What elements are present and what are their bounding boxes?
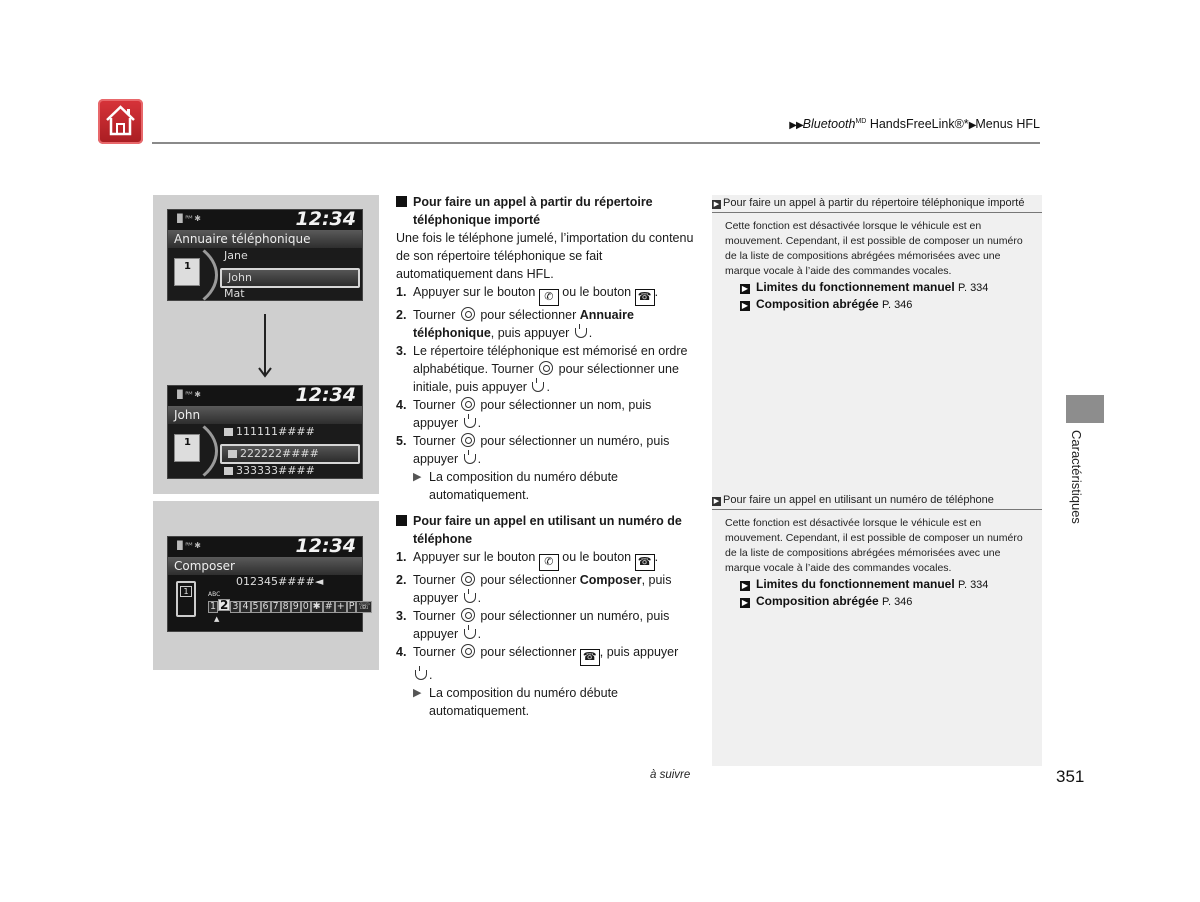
step: 3. Le répertoire téléphonique est mémorisé en ordre alphabétique. Tourner pour sélectionner une initiale, puis appuyer .	[396, 344, 688, 394]
screen-contact	[167, 385, 363, 479]
key: #	[324, 601, 333, 612]
step: 2. Tourner pour sélectionner Annuaire téléphonique, puis appuyer .	[396, 308, 634, 340]
interface-dial-icon	[461, 608, 475, 622]
step: 4. Tourner pour sélectionner ☎ , puis appuyer .	[396, 645, 679, 682]
note: ▶ La composition du numéro débute automatiquement.	[413, 686, 619, 718]
step: 1. Appuyer sur le bouton ✆ ou le bouton ☎ .	[396, 283, 696, 306]
cross-reference-link[interactable]: ▶ Limites du fonctionnement manuel P. 334	[741, 280, 989, 294]
signal-icon: ▐▌ᴿᴹ ✱	[174, 541, 201, 550]
menu-arc	[108, 236, 218, 314]
press-dial-icon	[464, 593, 476, 603]
cross-reference-link[interactable]: ▶ Limites du fonctionnement manuel P. 334	[741, 577, 989, 591]
main-text	[396, 193, 696, 720]
link-arrow-icon: ▶	[741, 301, 749, 310]
dial-number: 012345####◄	[236, 575, 324, 588]
dial-keys	[208, 599, 372, 613]
step: 1. Appuyer sur le bouton ✆ ou le bouton ☎ .	[396, 548, 696, 571]
pickup-button-icon: ☎	[635, 554, 655, 571]
key: 1	[210, 601, 217, 612]
press-dial-icon	[532, 382, 544, 392]
key: 6	[262, 601, 269, 612]
screen-phonebook	[167, 209, 363, 301]
intro-paragraph: Une fois le téléphone jumelé, l’importation du contenu de son répertoire téléphonique se fait automatiquement dans HFL.	[396, 231, 694, 281]
list-item: 333333####	[224, 464, 315, 477]
menu-arc	[108, 412, 218, 490]
press-dial-icon	[415, 670, 427, 680]
key: 3	[232, 601, 239, 612]
work-phone-icon	[224, 467, 233, 475]
phonebook-icon: 1	[174, 434, 200, 462]
home-icon	[104, 104, 137, 138]
link-arrow-icon: ▶	[741, 284, 749, 293]
note-arrow-icon: ▶	[413, 471, 422, 483]
header-rule	[152, 142, 1040, 144]
note: ▶ La composition du numéro débute automatiquement.	[413, 470, 619, 502]
pickup-button-icon: ☎	[580, 649, 600, 666]
breadcrumb	[789, 117, 1040, 131]
list-item: Mat	[224, 287, 245, 300]
press-dial-icon	[464, 454, 476, 464]
screen-title: Composer	[168, 557, 362, 575]
key: 0	[302, 601, 309, 612]
key: 5	[252, 601, 259, 612]
sidebar-text: Cette fonction est désactivée lorsque le véhicule est en mouvement. Cependant, il est possible de composer un numéro de la liste de compositions abrégées mémorisées avec une marque vocale à l’aide des commandes vocales.	[725, 517, 1023, 574]
step: 2. Tourner pour sélectionner Composer, puis appuyer .	[396, 573, 672, 605]
list-item-selected: John	[220, 268, 360, 288]
square-bullet-icon	[396, 196, 407, 207]
home-button[interactable]	[98, 99, 143, 144]
press-dial-icon	[575, 328, 587, 338]
phone-button-icon: ✆	[539, 289, 559, 306]
chapter-tab-label: Caractéristiques	[1069, 430, 1084, 524]
sidebar-block	[712, 492, 1042, 610]
key: 9	[292, 601, 299, 612]
step: 5. Tourner pour sélectionner un numéro, puis appuyer .	[396, 434, 670, 466]
interface-dial-icon	[461, 572, 475, 586]
interface-dial-icon	[461, 433, 475, 447]
press-dial-icon	[464, 629, 476, 639]
figure-phonebook	[153, 195, 379, 494]
phonebook-icon: 1	[174, 258, 200, 286]
list-item-selected: 222222####	[220, 444, 360, 464]
interface-dial-icon	[461, 397, 475, 411]
screen-title: Annuaire téléphonique	[168, 230, 362, 248]
clock: 12:34	[295, 384, 356, 406]
step: 4. Tourner pour sélectionner un nom, puis appuyer .	[396, 398, 652, 430]
interface-dial-icon	[461, 307, 475, 321]
screen-body	[168, 248, 362, 300]
continued-label: à suivre	[650, 769, 691, 781]
sidebar-block	[712, 195, 1042, 313]
list-item: 111111####	[224, 425, 315, 438]
interface-dial-icon	[539, 361, 553, 375]
list-item: Jane	[224, 249, 248, 262]
breadcrumb-part3: Menus HFL	[975, 117, 1040, 131]
chapter-tab-marker	[1066, 395, 1104, 423]
arrow-down-icon	[258, 314, 272, 378]
clock: 12:34	[295, 208, 356, 230]
breadcrumb-part2: HandsFreeLink®*	[866, 117, 969, 131]
note-arrow-icon: ▶	[413, 687, 422, 699]
sidebar-heading: ▶ Pour faire un appel à partir du répertoire téléphonique importé	[712, 195, 1042, 213]
signal-icon: ▐▌ᴿᴹ ✱	[174, 214, 201, 223]
key-selected: 2	[220, 598, 229, 612]
cross-reference-link[interactable]: ▶ Composition abrégée P. 346	[741, 594, 913, 608]
call-key-icon: ☏	[358, 601, 371, 612]
mobile-phone-icon	[228, 450, 237, 458]
clock: 12:34	[295, 535, 356, 557]
sidebar-notes	[712, 195, 1042, 766]
screen-dial	[167, 535, 371, 632]
section-heading: Pour faire un appel en utilisant un numéro de téléphone	[396, 512, 696, 548]
figure-dial	[153, 501, 379, 670]
note-marker-icon: ▶	[713, 498, 720, 505]
key: 4	[242, 601, 249, 612]
note-marker-icon: ▶	[713, 201, 720, 208]
section-heading: Pour faire un appel à partir du répertoire téléphonique importé	[396, 193, 696, 229]
key: +	[336, 601, 345, 612]
phone-button-icon: ✆	[539, 554, 559, 571]
pickup-button-icon: ☎	[635, 289, 655, 306]
press-dial-icon	[464, 418, 476, 428]
square-bullet-icon	[396, 515, 407, 526]
cross-reference-link[interactable]: ▶ Composition abrégée P. 346	[741, 297, 913, 311]
key: 7	[272, 601, 279, 612]
screen-title: John	[168, 406, 362, 424]
link-arrow-icon: ▶	[741, 581, 749, 590]
home-phone-icon	[224, 428, 233, 436]
interface-dial-icon	[461, 644, 475, 658]
sidebar-heading: ▶ Pour faire un appel en utilisant un numéro de téléphone	[712, 492, 1042, 510]
key: 8	[282, 601, 289, 612]
key: ✱	[312, 601, 321, 612]
abc-label: ABC	[208, 591, 221, 598]
cursor-icon: ▲	[214, 615, 220, 623]
signal-icon: ▐▌ᴿᴹ ✱	[174, 390, 201, 399]
screen-body	[168, 424, 362, 478]
page-number: 351	[1056, 767, 1085, 786]
link-arrow-icon: ▶	[741, 598, 749, 607]
sidebar-text: Cette fonction est désactivée lorsque le véhicule est en mouvement. Cependant, il est possible de composer un numéro de la liste de compositions abrégées mémorisées avec une marque vocale à l’aide des commandes vocales.	[725, 220, 1023, 277]
breadcrumb-part1-sup: MD	[855, 117, 867, 125]
breadcrumb-arrow-icon: ▶	[968, 120, 976, 131]
breadcrumb-arrow-icon: ▶▶	[789, 120, 803, 131]
breadcrumb-part1: Bluetooth	[802, 117, 856, 131]
key: P	[348, 601, 355, 612]
phone-keypad-icon: 1	[176, 581, 196, 617]
step: 3. Tourner pour sélectionner un numéro, puis appuyer .	[396, 609, 670, 641]
